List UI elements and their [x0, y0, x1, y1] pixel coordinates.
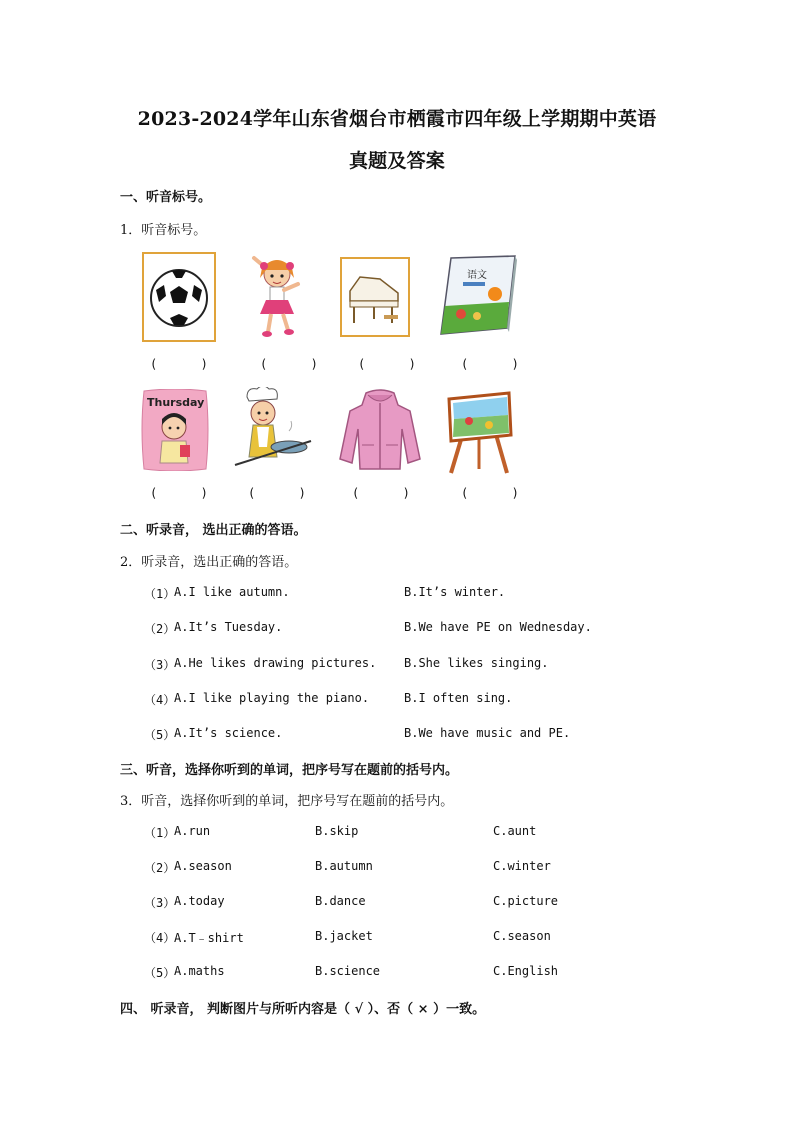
s3-item1-option-b[interactable]: B.skip: [315, 824, 359, 838]
piano-picture: [340, 257, 410, 341]
s2-item1-option-a[interactable]: A.I like autumn.: [174, 585, 290, 599]
s2-item2-option-a[interactable]: A.It’s Tuesday.: [174, 620, 283, 634]
s2-item3-option-b[interactable]: B.She likes singing.: [404, 656, 549, 670]
s3-item4-option-c[interactable]: C.season: [493, 929, 551, 943]
s3-item1-num: （1）: [144, 826, 176, 840]
thursday-girl-picture: [140, 389, 210, 475]
answer-blank-8[interactable]: ( ): [461, 486, 519, 500]
s3-item4-option-a[interactable]: A.T﹣shirt: [174, 931, 244, 945]
painting-easel-picture: [445, 389, 515, 479]
section3-question: 3．听音，选择你听到的单词，把序号写在题前的括号内。: [120, 794, 454, 809]
answer-blank-4[interactable]: ( ): [461, 357, 519, 371]
s2-item5-option-a[interactable]: A.It’s science.: [174, 726, 283, 740]
s3-item2-option-c[interactable]: C.winter: [493, 859, 551, 873]
s2-item2-num: （2）: [144, 622, 176, 636]
s3-item3-option-a[interactable]: A.today: [174, 894, 225, 908]
s2-item1-num: （1）: [144, 587, 176, 601]
pink-jacket-picture: [338, 389, 422, 477]
cooking-chef-picture: [233, 387, 313, 473]
s2-item4-option-b[interactable]: B.I often sing.: [404, 691, 513, 705]
s2-item3-option-a[interactable]: A.He likes drawing pictures.: [174, 656, 377, 670]
s2-item2-option-b[interactable]: B.We have PE on Wednesday.: [404, 620, 592, 634]
section2-question: 2．听录音，选出正确的答语。: [120, 555, 298, 570]
soccer-ball-picture: [142, 252, 216, 346]
page-subtitle: 真题及答案: [348, 150, 445, 172]
answer-blank-3[interactable]: ( ): [358, 357, 416, 371]
s3-item4-num: （4）: [144, 931, 176, 945]
section2-heading: 二、听录音， 选出正确的答语。: [120, 523, 307, 538]
s2-item1-option-b[interactable]: B.It’s winter.: [404, 585, 506, 599]
s2-item5-option-b[interactable]: B.We have music and PE.: [404, 726, 571, 740]
answer-blank-6[interactable]: ( ): [248, 486, 306, 500]
section1-heading: 一、听音标号。: [120, 190, 212, 205]
answer-blank-5[interactable]: ( ): [150, 486, 208, 500]
page-title: 2023-2024学年山东省烟台市栖霞市四年级上学期期中英语: [137, 108, 657, 130]
answer-blank-1[interactable]: ( ): [150, 357, 208, 371]
s3-item1-option-c[interactable]: C.aunt: [493, 824, 537, 838]
s3-item3-num: （3）: [144, 896, 176, 910]
chinese-book-picture: [437, 254, 519, 342]
dancing-girl-picture: [244, 252, 310, 348]
answer-blank-7[interactable]: ( ): [352, 486, 410, 500]
section3-heading: 三、听音，选择你听到的单词，把序号写在题前的括号内。: [120, 763, 459, 778]
s3-item5-num: （5）: [144, 966, 176, 980]
s2-item3-num: （3）: [144, 658, 176, 672]
s2-item5-num: （5）: [144, 728, 176, 742]
section1-question: 1．听音标号。: [120, 223, 207, 238]
s3-item3-option-c[interactable]: C.picture: [493, 894, 559, 908]
s3-item5-option-c[interactable]: C.English: [493, 964, 559, 978]
s3-item5-option-b[interactable]: B.science: [315, 964, 381, 978]
s3-item2-option-b[interactable]: B.autumn: [315, 859, 373, 873]
thursday-label: Thursday: [147, 396, 205, 409]
book-label: 语文: [467, 270, 487, 281]
s2-item4-num: （4）: [144, 693, 176, 707]
answer-blank-2[interactable]: ( ): [260, 357, 318, 371]
s3-item1-option-a[interactable]: A.run: [174, 824, 211, 838]
s3-item2-option-a[interactable]: A.season: [174, 859, 232, 873]
section4-heading: 四、 听录音， 判断图片与所听内容是（ √ ）、否（ × ）一致。: [120, 1002, 486, 1017]
s3-item4-option-b[interactable]: B.jacket: [315, 929, 373, 943]
s2-item4-option-a[interactable]: A.I like playing the piano.: [174, 691, 370, 705]
s3-item2-num: （2）: [144, 861, 176, 875]
s3-item3-option-b[interactable]: B.dance: [315, 894, 366, 908]
s3-item5-option-a[interactable]: A.maths: [174, 964, 225, 978]
